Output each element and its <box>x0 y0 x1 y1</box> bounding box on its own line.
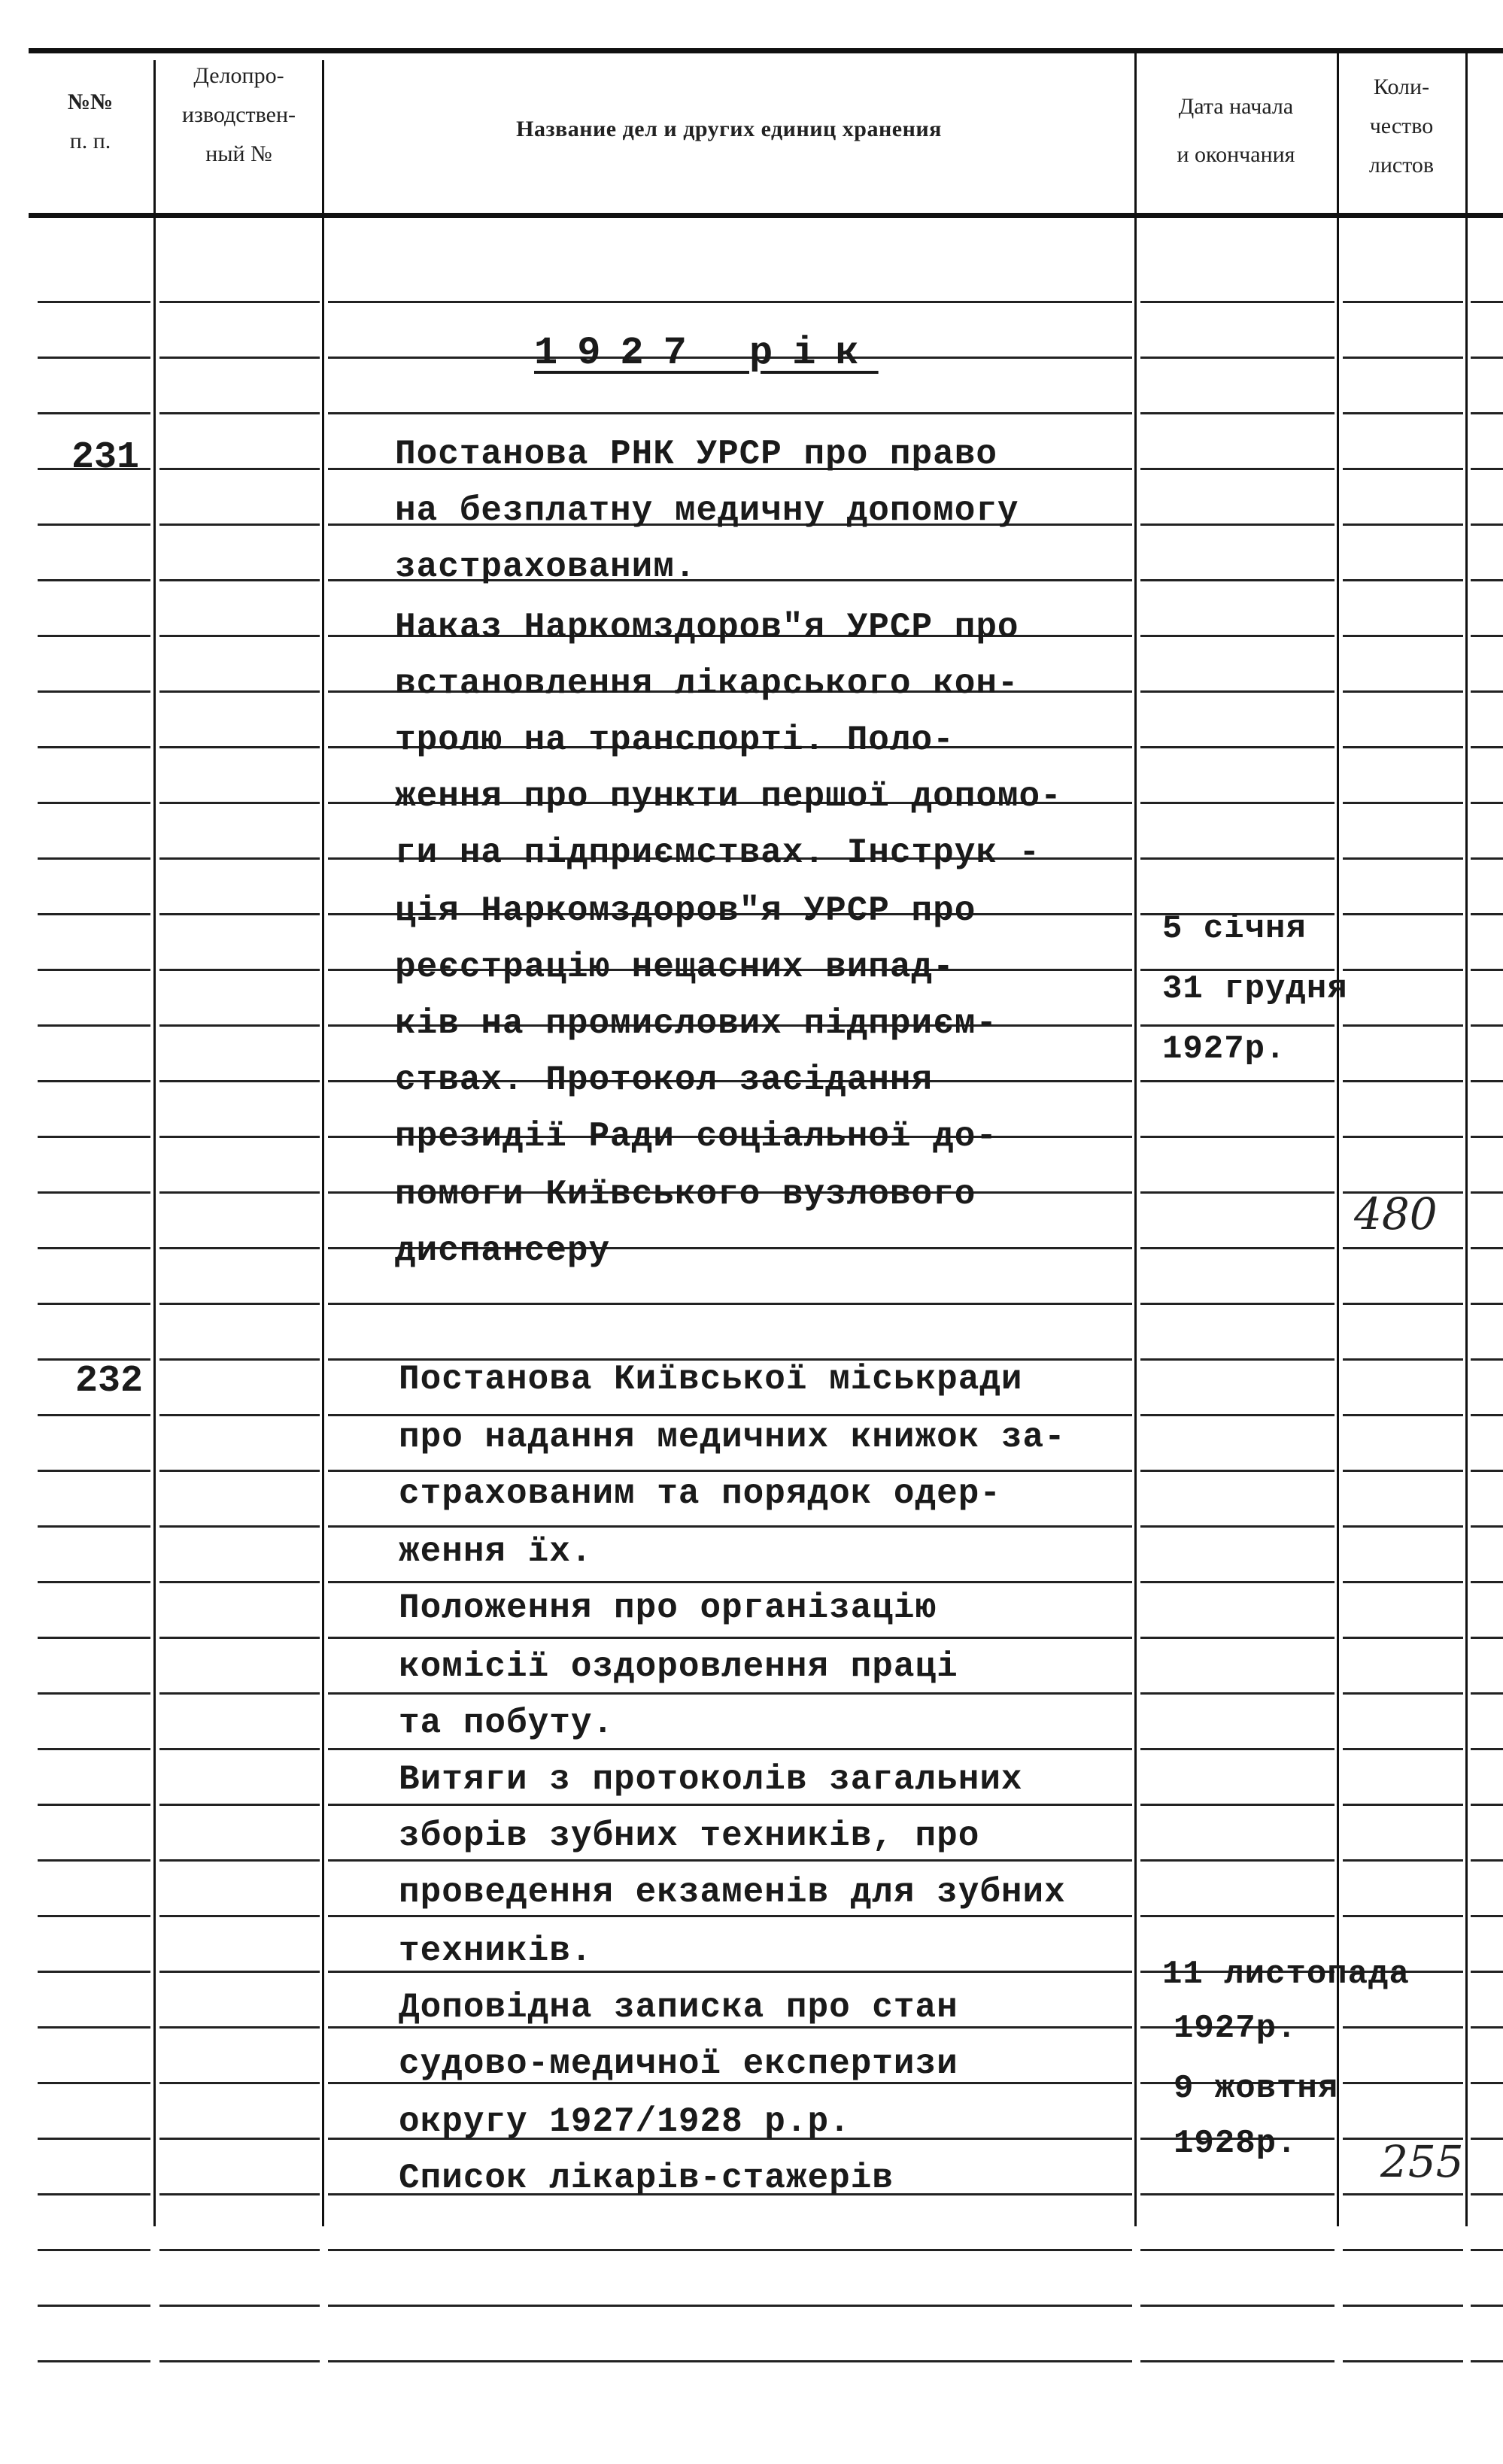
ruled-line-segment <box>1471 802 1503 804</box>
ruled-line-segment <box>1343 523 1463 526</box>
ruled-line-segment <box>159 2360 320 2362</box>
ruled-line-segment <box>159 1525 320 1528</box>
ruled-line-segment <box>1140 1692 1334 1695</box>
ruled-line-segment <box>1343 2026 1463 2029</box>
ruled-line-segment <box>1140 1191 1334 1194</box>
ruled-line-segment <box>1140 1859 1334 1862</box>
ruled-line-segment <box>1471 1191 1503 1194</box>
title-line: судово-медичної експертизи <box>399 2044 958 2083</box>
ruled-line-segment <box>1343 2305 1463 2307</box>
ruled-line-segment <box>38 1748 150 1750</box>
header-sheets-line3: листов <box>1368 153 1435 178</box>
ruled-line-segment <box>159 635 320 637</box>
ruled-line-segment <box>1140 1358 1334 1361</box>
entry-number: 232 <box>75 1360 144 1403</box>
ruled-line-segment <box>159 746 320 748</box>
ruled-line-segment <box>38 2026 150 2029</box>
title-line: Постанова РНК УРСР про право <box>395 435 997 474</box>
ruled-line-segment <box>1471 746 1503 748</box>
title-line: комісії оздоровлення праці <box>399 1647 958 1686</box>
ruled-line-segment <box>1140 523 1334 526</box>
ruled-line-segment <box>38 1915 150 1917</box>
ruled-line-segment <box>159 1804 320 1806</box>
title-line: президії Ради соціальної до- <box>395 1117 997 1156</box>
ruled-line-segment <box>38 969 150 971</box>
ruled-line-segment <box>328 1637 1132 1639</box>
ruled-line-segment <box>328 301 1132 303</box>
ruled-line-segment <box>38 523 150 526</box>
ruled-line-segment <box>38 2249 150 2251</box>
title-line: страхованим та порядок одер- <box>399 1474 1001 1513</box>
date-line: 1928р. <box>1174 2125 1298 2162</box>
ruled-line-segment <box>159 1637 320 1639</box>
ruled-line-segment <box>328 1414 1132 1416</box>
col-divider-4 <box>1337 53 1339 2226</box>
ruled-line-segment <box>1343 468 1463 470</box>
ruled-line-segment <box>1140 412 1334 414</box>
ruled-line-segment <box>38 1414 150 1416</box>
ruled-line-segment <box>1343 1637 1463 1639</box>
ruled-line-segment <box>38 1581 150 1583</box>
ruled-line-segment <box>1471 2360 1503 2362</box>
ruled-line-segment <box>1471 690 1503 693</box>
ruled-line-segment <box>159 1136 320 1138</box>
title-line: про надання медичних книжок за- <box>399 1418 1066 1457</box>
title-line: ги на підприємствах. Інструк - <box>395 833 1041 872</box>
ruled-line-segment <box>1471 2026 1503 2029</box>
ruled-line-segment <box>1343 746 1463 748</box>
ruled-line-segment <box>1471 1971 1503 1973</box>
ruled-line-segment <box>1471 1247 1503 1249</box>
title-line: та побуту. <box>399 1704 615 1743</box>
title-line: Доповідна записка про стан <box>399 1988 958 2027</box>
header-top-rule <box>29 48 1503 53</box>
ruled-line-segment <box>328 1470 1132 1472</box>
ruled-line-segment <box>159 1470 320 1472</box>
ruled-line-segment <box>38 357 150 359</box>
title-line: техників. <box>399 1931 593 1971</box>
ruled-line-segment <box>1140 1024 1334 1027</box>
ruled-line-segment <box>1140 2193 1334 2195</box>
title-line: Положення про організацію <box>399 1589 937 1628</box>
ruled-line-segment <box>1471 1915 1503 1917</box>
ruled-line-segment <box>38 1637 150 1639</box>
ruled-line-segment <box>38 1971 150 1973</box>
title-line: округу 1927/1928 р.р. <box>399 2102 851 2141</box>
date-line: 31 грудня <box>1162 970 1348 1008</box>
ruled-line-segment <box>1343 1247 1463 1249</box>
ruled-line-segment <box>38 635 150 637</box>
ruled-line-segment <box>1140 1080 1334 1082</box>
header-dates <box>1137 83 1334 179</box>
title-line: Витяги з протоколів загальних <box>399 1760 1023 1799</box>
ruled-line-segment <box>1343 1525 1463 1528</box>
ruled-line-segment <box>38 1024 150 1027</box>
ruled-line-segment <box>328 412 1132 414</box>
header-dates-line2: и окончания <box>1177 142 1295 167</box>
ruled-line-segment <box>1140 579 1334 581</box>
ruled-line-segment <box>1471 1358 1503 1361</box>
ruled-line-segment <box>1343 969 1463 971</box>
header-office-line2: изводствен- <box>181 102 296 127</box>
ruled-line-segment <box>159 802 320 804</box>
ruled-line-segment <box>1471 2305 1503 2307</box>
ruled-line-segment <box>1471 2138 1503 2140</box>
ruled-line-segment <box>38 1692 150 1695</box>
ruled-line-segment <box>1343 1692 1463 1695</box>
ruled-line-segment <box>159 1080 320 1082</box>
col-divider-5 <box>1465 53 1468 2226</box>
ruled-line-segment <box>1471 1024 1503 1027</box>
ruled-line-segment <box>1140 1581 1334 1583</box>
ruled-line-segment <box>159 1024 320 1027</box>
ruled-line-segment <box>1343 2360 1463 2362</box>
header-number <box>30 83 150 161</box>
ruled-line-segment <box>159 468 320 470</box>
ruled-line-segment <box>159 1191 320 1194</box>
header-title-text: Название дел и других единиц хранения <box>516 117 942 141</box>
ruled-line-segment <box>1343 1748 1463 1750</box>
ruled-line-segment <box>1343 1581 1463 1583</box>
title-line: зборів зубних техників, про <box>399 1816 980 1856</box>
ruled-line-segment <box>1471 1581 1503 1583</box>
date-line: 1927р. <box>1162 1030 1286 1068</box>
ruled-line-segment <box>328 2360 1132 2362</box>
title-line: ження їх. <box>399 1532 593 1571</box>
ruled-line-segment <box>1140 857 1334 860</box>
ruled-line-segment <box>1471 969 1503 971</box>
ruled-line-segment <box>159 857 320 860</box>
ruled-line-segment <box>38 690 150 693</box>
ruled-line-segment <box>38 1080 150 1082</box>
ruled-line-segment <box>159 1581 320 1583</box>
ruled-line-segment <box>1343 635 1463 637</box>
ruled-line-segment <box>328 2305 1132 2307</box>
ruled-line-segment <box>1140 1303 1334 1305</box>
ruled-line-segment <box>1471 913 1503 915</box>
ruled-line-segment <box>38 1191 150 1194</box>
ruled-line-segment <box>1343 1859 1463 1862</box>
ruled-line-segment <box>1343 1024 1463 1027</box>
ruled-line-segment <box>1140 468 1334 470</box>
ruled-line-segment <box>159 2026 320 2029</box>
ruled-line-segment <box>159 1859 320 1862</box>
header-office-number <box>158 56 320 174</box>
ruled-line-segment <box>1140 1804 1334 1806</box>
ruled-line-segment <box>1343 1080 1463 1082</box>
header-bottom-rule <box>29 213 1503 218</box>
header-dates-line1: Дата начала <box>1178 94 1294 119</box>
ruled-line-segment <box>1343 2082 1463 2084</box>
ruled-line-segment <box>328 2249 1132 2251</box>
ruled-line-segment <box>38 412 150 414</box>
title-line: застрахованим. <box>395 548 697 587</box>
title-line: ція Наркомздоров"я УРСР про <box>395 891 976 930</box>
date-line: 5 січня <box>1162 910 1307 948</box>
ruled-line-segment <box>159 2249 320 2251</box>
ruled-line-segment <box>159 523 320 526</box>
ruled-line-segment <box>1343 1136 1463 1138</box>
ruled-line-segment <box>1471 1692 1503 1695</box>
ruled-line-segment <box>1140 802 1334 804</box>
date-line: 9 жовтня <box>1174 2070 1339 2107</box>
ruled-line-segment <box>1343 1915 1463 1917</box>
ruled-line-segment <box>38 1470 150 1472</box>
ruled-line-segment <box>38 2360 150 2362</box>
ruled-line-segment <box>38 1136 150 1138</box>
ruled-line-segment <box>38 746 150 748</box>
sheet-count: 255 <box>1380 2136 1464 2187</box>
ruled-line-segment <box>159 2082 320 2084</box>
title-line: диспансеру <box>395 1231 611 1270</box>
ruled-line-segment <box>38 802 150 804</box>
ruled-line-segment <box>328 1971 1132 1973</box>
ruled-line-segment <box>1471 1470 1503 1472</box>
title-line: встановлення лікарського кон- <box>395 664 1019 703</box>
ruled-line-segment <box>1140 2249 1334 2251</box>
ruled-line-segment <box>1471 1136 1503 1138</box>
ruled-line-segment <box>38 913 150 915</box>
ruled-line-segment <box>38 1247 150 1249</box>
ruled-line-segment <box>159 1748 320 1750</box>
ruled-line-segment <box>1140 1470 1334 1472</box>
ruled-line-segment <box>159 2305 320 2307</box>
ruled-line-segment <box>159 1247 320 1249</box>
ruled-line-segment <box>328 1581 1132 1583</box>
ruled-line-segment <box>328 1915 1132 1917</box>
col-divider-1 <box>153 60 156 2226</box>
title-line: реєстрацію нещасних випад- <box>395 948 955 987</box>
title-line: помоги Київського вузлового <box>395 1175 976 1214</box>
ruled-line-segment <box>1343 857 1463 860</box>
ruled-line-segment <box>1471 635 1503 637</box>
ruled-line-segment <box>1343 1804 1463 1806</box>
ruled-line-segment <box>1343 1303 1463 1305</box>
ruled-line-segment <box>1140 357 1334 359</box>
ruled-line-segment <box>1343 579 1463 581</box>
ruled-line-segment <box>38 2193 150 2195</box>
ruled-line-segment <box>159 1414 320 1416</box>
ruled-line-segment <box>159 2193 320 2195</box>
ruled-line-segment <box>1471 1414 1503 1416</box>
ruled-line-segment <box>38 579 150 581</box>
ruled-line-segment <box>1140 1136 1334 1138</box>
header-office-line1: Делопро- <box>193 63 284 88</box>
ruled-line-segment <box>1471 1303 1503 1305</box>
ruled-line-segment <box>1140 746 1334 748</box>
ruled-line-segment <box>38 2082 150 2084</box>
header-number-line1: №№ <box>67 90 114 114</box>
ruled-line-segment <box>1140 690 1334 693</box>
ruled-line-segment <box>38 1804 150 1806</box>
ruled-line-segment <box>159 301 320 303</box>
header-sheets-line1: Коли- <box>1373 74 1430 99</box>
ruled-line-segment <box>1343 2193 1463 2195</box>
ruled-line-segment <box>1343 802 1463 804</box>
ruled-line-segment <box>38 1525 150 1528</box>
ruled-line-segment <box>1140 1915 1334 1917</box>
ruled-line-segment <box>1140 635 1334 637</box>
ruled-line-segment <box>328 1303 1132 1305</box>
ruled-line-segment <box>159 412 320 414</box>
ruled-line-segment <box>1343 690 1463 693</box>
ruled-line-segment <box>1140 1414 1334 1416</box>
ruled-line-segment <box>328 1804 1132 1806</box>
ruled-line-segment <box>1343 1414 1463 1416</box>
ruled-line-segment <box>159 579 320 581</box>
sheet-count: 480 <box>1354 1188 1438 1240</box>
col-divider-2 <box>322 60 324 2226</box>
ruled-line-segment <box>159 969 320 971</box>
ruled-line-segment <box>1471 468 1503 470</box>
col-divider-3 <box>1134 53 1137 2226</box>
ruled-line-segment <box>1471 1748 1503 1750</box>
ruled-line-segment <box>1471 857 1503 860</box>
header-title <box>325 117 1133 142</box>
title-line: ження про пункти першої допомо- <box>395 777 1062 816</box>
ruled-line-segment <box>328 1748 1132 1750</box>
ruled-line-segment <box>159 913 320 915</box>
ruled-line-segment <box>328 1859 1132 1862</box>
ruled-line-segment <box>159 690 320 693</box>
ruled-line-segment <box>1140 2360 1334 2362</box>
title-line: Список лікарів-стажерів <box>399 2159 894 2198</box>
ruled-line-segment <box>1343 1358 1463 1361</box>
ruled-line-segment <box>1140 2305 1334 2307</box>
date-line: 1927р. <box>1174 2010 1298 2047</box>
ruled-line-segment <box>1140 301 1334 303</box>
title-line: Постанова Київської міськради <box>399 1360 1023 1399</box>
ruled-line-segment <box>1471 1859 1503 1862</box>
ruled-line-segment <box>1343 301 1463 303</box>
ruled-line-segment <box>38 2305 150 2307</box>
ruled-line-segment <box>1471 1804 1503 1806</box>
ruled-line-segment <box>38 1303 150 1305</box>
ruled-line-segment <box>1471 301 1503 303</box>
ruled-line-segment <box>1471 1525 1503 1528</box>
title-line: ствах. Протокол засідання <box>395 1061 934 1100</box>
entry-number: 231 <box>71 436 140 479</box>
ruled-line-segment <box>159 1915 320 1917</box>
ruled-line-segment <box>159 357 320 359</box>
ruled-line-segment <box>38 857 150 860</box>
title-line: тролю на транспорті. Поло- <box>395 721 955 760</box>
date-line: 11 листопада <box>1162 1956 1410 1993</box>
ruled-line-segment <box>1140 1525 1334 1528</box>
ruled-line-segment <box>159 1303 320 1305</box>
ruled-line-segment <box>1343 412 1463 414</box>
title-line: проведення екзаменів для зубних <box>399 1873 1066 1912</box>
title-line: на безплатну медичну допомогу <box>395 491 1019 530</box>
ruled-line-segment <box>38 1859 150 1862</box>
ruled-line-segment <box>1140 1748 1334 1750</box>
ruled-line-segment <box>1140 1247 1334 1249</box>
ruled-line-segment <box>159 1692 320 1695</box>
ruled-line-segment <box>1343 913 1463 915</box>
ruled-line-segment <box>1471 2249 1503 2251</box>
ruled-line-segment <box>1471 1637 1503 1639</box>
ruled-line-segment <box>328 1525 1132 1528</box>
ruled-line-segment <box>1343 357 1463 359</box>
ruled-line-segment <box>159 1971 320 1973</box>
ruled-line-segment <box>1471 579 1503 581</box>
header-sheets <box>1340 68 1463 185</box>
header-sheets-line2: чество <box>1369 114 1434 138</box>
ruled-line-segment <box>1471 523 1503 526</box>
ruled-line-segment <box>1471 357 1503 359</box>
ruled-line-segment <box>1343 2249 1463 2251</box>
ruled-line-segment <box>1471 1080 1503 1082</box>
ruled-line-segment <box>38 301 150 303</box>
ruled-line-segment <box>159 2138 320 2140</box>
header-number-line2: п. п. <box>69 129 111 153</box>
header-office-line3: ный № <box>205 141 272 166</box>
title-line: Наказ Наркомздоров"я УРСР про <box>395 608 1019 647</box>
ruled-line-segment <box>38 2138 150 2140</box>
ruled-line-segment <box>1343 1470 1463 1472</box>
ruled-line-segment <box>1140 1637 1334 1639</box>
ruled-line-segment <box>1471 412 1503 414</box>
ruled-line-segment <box>1471 2082 1503 2084</box>
ruled-line-segment <box>328 1692 1132 1695</box>
ruled-line-segment <box>1471 2193 1503 2195</box>
ruled-line-segment <box>159 1358 320 1361</box>
title-line: ків на промислових підприєм- <box>395 1004 997 1043</box>
year-heading: 1927 рік <box>534 331 879 375</box>
